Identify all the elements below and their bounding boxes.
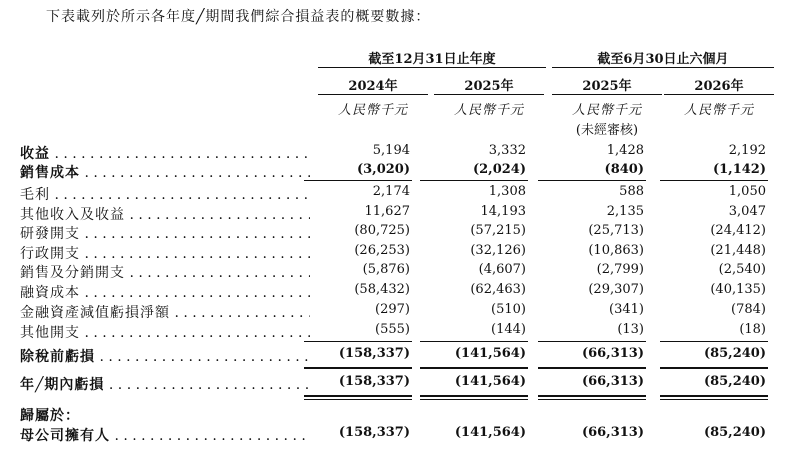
row-value: (21,448) (710, 243, 766, 258)
row-value: (25,713) (588, 223, 644, 238)
total-rule (538, 367, 646, 369)
row-value: (555) (375, 322, 410, 337)
total-rule (304, 399, 412, 400)
row-value: (5,876) (362, 262, 410, 277)
row-label: 除稅前虧損 . . . (20, 346, 310, 366)
row-value: 3,047 (728, 204, 766, 219)
row-value: (85,240) (703, 425, 766, 440)
table-row-gross-profit (0, 184, 800, 203)
total-rule (660, 367, 768, 369)
subtotal-rule (660, 180, 768, 181)
row-value: (141,564) (454, 374, 526, 389)
row-value: 2,192 (728, 143, 766, 158)
group-header-period-rule (552, 67, 774, 68)
row-value: (58,432) (354, 282, 410, 297)
table-row-revenue (0, 143, 800, 162)
row-value: (18) (739, 322, 766, 337)
table-row-loss-for-period (0, 374, 800, 393)
row-value: 1,050 (728, 184, 766, 199)
table-row-finance-costs (0, 282, 800, 301)
row-value: (62,463) (470, 282, 526, 297)
row-value: (24,412) (710, 223, 766, 238)
row-value: (4,607) (478, 262, 526, 277)
row-value: 588 (619, 184, 644, 199)
row-value: (13) (617, 322, 644, 337)
unaudited-note: (未經審核) (575, 123, 639, 138)
row-label: 其他收入及收益 . . . (20, 204, 310, 224)
row-value: (158,337) (338, 425, 410, 440)
table-row-other-expenses (0, 322, 800, 341)
row-value: (85,240) (703, 346, 766, 361)
row-label: 銷售及分銷開支 . . . (20, 262, 310, 282)
attributable-heading: 歸屬於： (20, 408, 80, 424)
subtotal-rule (304, 180, 412, 181)
row-value: (66,313) (581, 374, 644, 389)
row-value: 14,193 (480, 204, 526, 219)
table-row-impairment-losses (0, 302, 800, 321)
unit-label-2: 人民幣千元 (453, 103, 524, 118)
table-row-other-income (0, 204, 800, 223)
unit-label-4: 人民幣千元 (683, 103, 754, 118)
table-row-admin-expenses (0, 243, 800, 262)
row-value: (29,307) (588, 282, 644, 297)
row-value: (3,020) (356, 162, 410, 177)
row-label: 研發開支 . . . (20, 223, 310, 243)
row-value: (2,799) (596, 262, 644, 277)
subtotal-rule (660, 341, 768, 342)
year-header-2: 2025年 (464, 79, 514, 94)
subtotal-rule (420, 341, 528, 342)
table-row-owners-of-parent (0, 425, 800, 444)
group-header-year: 截至12月31日止年度 (368, 52, 496, 67)
unit-label-1: 人民幣千元 (337, 103, 408, 118)
row-value: (2,540) (718, 262, 766, 277)
row-value: (144) (491, 322, 526, 337)
group-header-period: 截至6月30日止六個月 (597, 52, 729, 67)
row-value: (1,142) (712, 162, 766, 177)
row-label: 金融資產減值虧損淨額 . . . (20, 302, 310, 322)
total-rule (304, 367, 412, 369)
row-label: 行政開支 . . . (20, 243, 310, 263)
total-rule (304, 395, 412, 397)
intro-text: 下表載列於所示各年度╱期間我們綜合損益表的概要數據： (46, 9, 431, 25)
row-label: 融資成本 . . . (20, 282, 310, 302)
total-rule (420, 395, 528, 397)
row-value: (10,863) (588, 243, 644, 258)
row-value: 2,174 (372, 184, 410, 199)
row-label: 年╱期內虧損 . . . (20, 374, 310, 394)
total-rule (660, 395, 768, 397)
row-value: (141,564) (454, 425, 526, 440)
row-label: 收益 . . . (20, 143, 310, 163)
year-rule-1 (318, 94, 428, 95)
row-value: (840) (604, 162, 644, 177)
unit-label-3: 人民幣千元 (571, 103, 642, 118)
year-header-1: 2024年 (348, 79, 398, 94)
total-rule (420, 399, 528, 400)
table-row-cost-of-sales (0, 162, 800, 181)
row-value: (158,337) (338, 346, 410, 361)
row-value: 2,135 (606, 204, 644, 219)
row-label: 毛利 . . . (20, 184, 310, 204)
year-header-3: 2025年 (582, 79, 632, 94)
row-value: 1,428 (606, 143, 644, 158)
subtotal-rule (538, 341, 646, 342)
group-header-year-rule (318, 67, 546, 68)
row-label: 母公司擁有人 . . . (20, 425, 310, 445)
table-row-rd-expenses (0, 223, 800, 242)
row-value: (784) (731, 302, 766, 317)
row-value: (297) (375, 302, 410, 317)
row-value: (32,126) (470, 243, 526, 258)
row-value: (510) (491, 302, 526, 317)
row-value: (341) (609, 302, 644, 317)
subtotal-rule (304, 341, 412, 342)
row-value: (66,313) (581, 425, 644, 440)
row-value: (57,215) (470, 223, 526, 238)
row-value: 1,308 (488, 184, 526, 199)
row-value: 11,627 (364, 204, 410, 219)
year-rule-3 (552, 94, 662, 95)
row-value: (80,725) (354, 223, 410, 238)
row-label: 銷售成本 . . . (20, 162, 310, 182)
year-rule-2 (434, 94, 544, 95)
row-value: 3,332 (488, 143, 526, 158)
total-rule (420, 367, 528, 369)
total-rule (538, 395, 646, 397)
total-rule (538, 399, 646, 400)
row-value: 5,194 (372, 143, 410, 158)
subtotal-rule (538, 180, 646, 181)
year-rule-4 (664, 94, 774, 95)
row-label: 其他開支 . . . (20, 322, 310, 342)
row-value: (2,024) (472, 162, 526, 177)
row-value: (66,313) (581, 346, 644, 361)
row-value: (158,337) (338, 374, 410, 389)
row-value: (40,135) (710, 282, 766, 297)
total-rule (660, 399, 768, 400)
table-row-selling-expenses (0, 262, 800, 281)
subtotal-rule (420, 180, 528, 181)
row-value: (85,240) (703, 374, 766, 389)
table-row-loss-before-tax (0, 346, 800, 365)
year-header-4: 2026年 (694, 79, 744, 94)
row-value: (141,564) (454, 346, 526, 361)
row-value: (26,253) (354, 243, 410, 258)
